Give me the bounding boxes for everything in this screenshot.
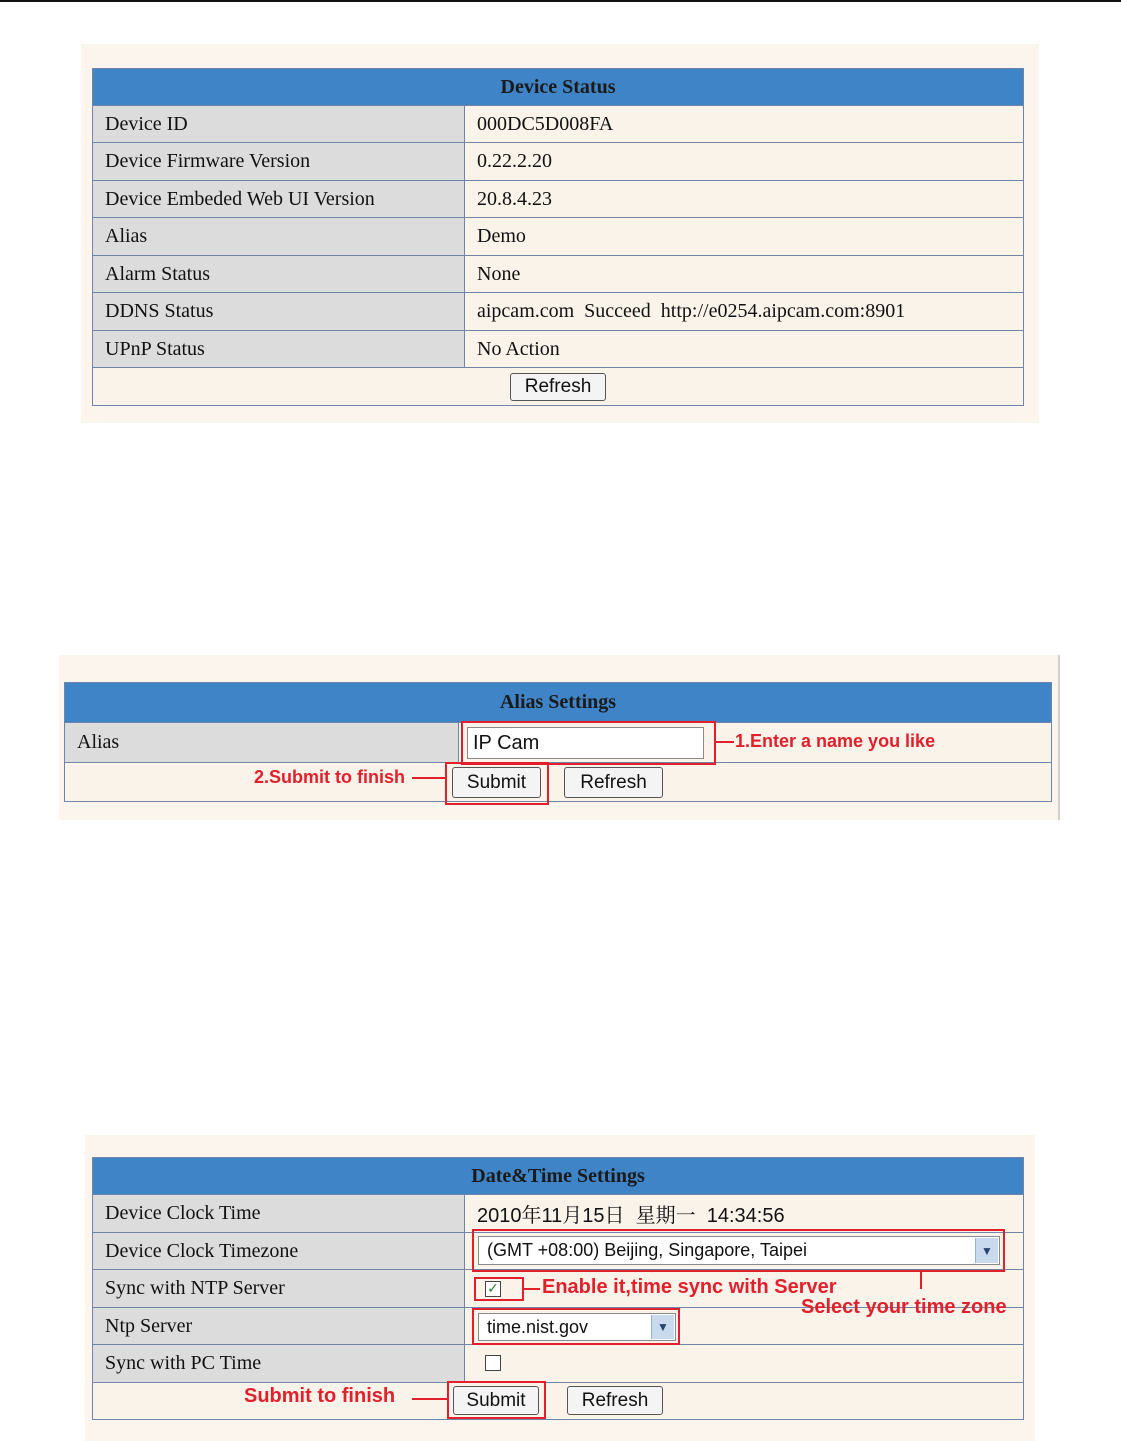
- ntp-server-selected-value: time.nist.gov: [487, 1317, 589, 1337]
- alias-submit-highlight: [445, 762, 549, 805]
- pc-sync-cell: [465, 1345, 1024, 1383]
- table-row: [93, 218, 1024, 256]
- web-ui-version-label: Device Embeded Web UI Version: [93, 181, 465, 218]
- timezone-label: Device Clock Timezone: [93, 1233, 465, 1270]
- chevron-down-icon[interactable]: ▼: [651, 1315, 674, 1339]
- upnp-status-label: UPnP Status: [93, 331, 465, 368]
- annotation-connector: [716, 741, 734, 743]
- alias-settings-title: Alias Settings: [65, 683, 1052, 723]
- table-row: [93, 256, 1024, 293]
- table-row: [93, 106, 1024, 143]
- submit-finish-note: 2.Submit to finish: [254, 767, 405, 787]
- table-row: [93, 181, 1024, 218]
- firmware-version-label: Device Firmware Version: [93, 143, 465, 181]
- device-id-value: 000DC5D008FA: [465, 106, 1024, 143]
- alarm-status-label: Alarm Status: [93, 256, 465, 293]
- table-row: [93, 1195, 1024, 1233]
- device-status-refresh-button[interactable]: Refresh: [510, 373, 606, 401]
- device-status-title: Device Status: [93, 69, 1024, 106]
- table-row: [93, 331, 1024, 368]
- datetime-settings-title: Date&Time Settings: [93, 1158, 1024, 1195]
- alias-field-label: Alias: [65, 723, 459, 763]
- clock-time-value: 2010年11月15日 星期一 14:34:56: [465, 1195, 1024, 1233]
- annotation-connector: [412, 777, 445, 779]
- annotation-connector: [524, 1288, 540, 1290]
- table-row: [93, 143, 1024, 181]
- annotation-connector: [920, 1272, 922, 1289]
- chevron-down-icon[interactable]: ▼: [975, 1238, 998, 1263]
- ddns-status-value: aipcam.com Succeed http://e0254.aipcam.com:8901: [465, 293, 1024, 331]
- enter-name-note: 1.Enter a name you like: [735, 731, 936, 751]
- datetime-refresh-button[interactable]: Refresh: [567, 1386, 663, 1415]
- alias-submit-button[interactable]: Submit: [452, 767, 541, 798]
- select-timezone-note: Select your time zone: [801, 1296, 1007, 1318]
- ntp-server-label: Ntp Server: [93, 1308, 465, 1345]
- ntp-sync-highlight: [474, 1277, 524, 1301]
- upnp-status-value: No Action: [465, 331, 1024, 368]
- web-ui-version-value: 20.8.4.23: [465, 181, 1024, 218]
- alias-label: Alias: [93, 218, 465, 256]
- alias-input-highlight: [461, 721, 716, 765]
- clock-time-label: Device Clock Time: [93, 1195, 465, 1233]
- ntp-server-highlight: [472, 1308, 680, 1345]
- page-top-rule: [0, 0, 1121, 2]
- ntp-sync-checkbox[interactable]: ✓: [485, 1281, 501, 1297]
- table-row: [93, 1345, 1024, 1383]
- pc-sync-checkbox[interactable]: [485, 1355, 501, 1371]
- datetime-submit-highlight: [447, 1381, 546, 1419]
- ntp-sync-label: Sync with NTP Server: [93, 1270, 465, 1308]
- table-row: [93, 293, 1024, 331]
- ddns-status-label: DDNS Status: [93, 293, 465, 331]
- alias-value: Demo: [465, 218, 1024, 256]
- datetime-submit-button[interactable]: Submit: [453, 1386, 539, 1415]
- pc-sync-label: Sync with PC Time: [93, 1345, 465, 1383]
- device-status-table: [92, 68, 1024, 406]
- timezone-selected-value: (GMT +08:00) Beijing, Singapore, Taipei: [487, 1240, 808, 1260]
- enable-sync-note: Enable it,time sync with Server: [542, 1276, 837, 1298]
- timezone-highlight: [472, 1229, 1005, 1272]
- alias-refresh-button[interactable]: Refresh: [564, 767, 663, 798]
- firmware-version-value: 0.22.2.20: [465, 143, 1024, 181]
- alarm-status-value: None: [465, 256, 1024, 293]
- submit-finish-note: Submit to finish: [244, 1385, 396, 1407]
- datetime-settings-actions: [93, 1383, 1024, 1420]
- device-id-label: Device ID: [93, 106, 465, 143]
- annotation-connector: [412, 1398, 447, 1400]
- device-status-actions: [93, 368, 1024, 406]
- alias-settings-actions: [65, 763, 1052, 802]
